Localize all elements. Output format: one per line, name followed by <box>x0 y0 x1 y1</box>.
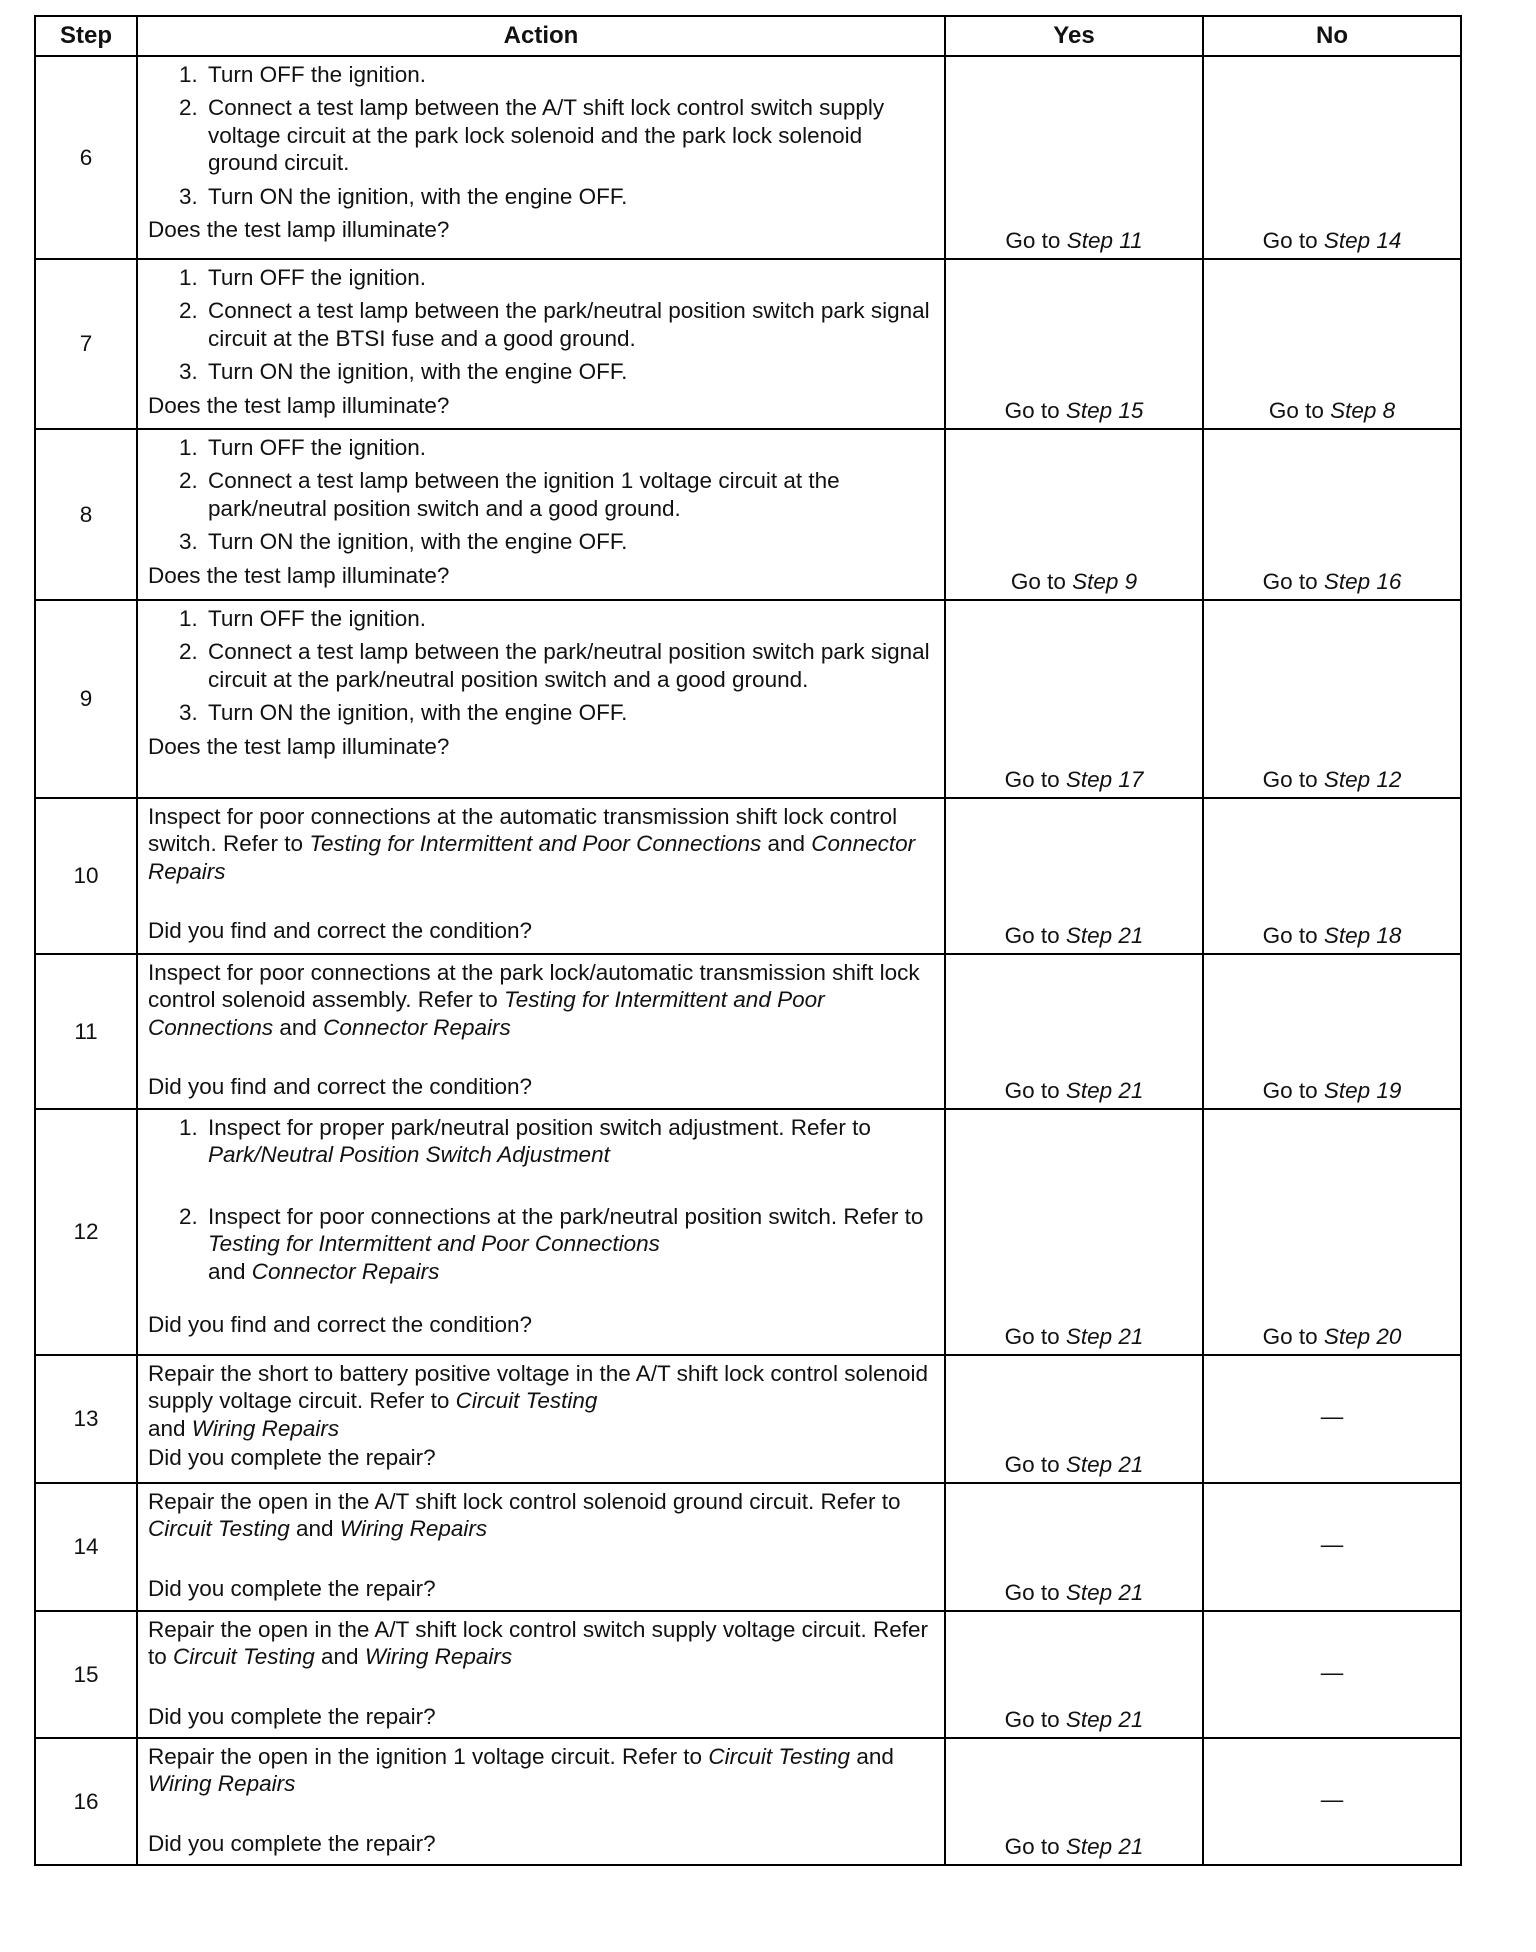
list-item: 2. Connect a test lamp between the ignition 1 voltage circuit at the park/neutral position switch and a good ground. <box>204 467 934 522</box>
no-cell <box>1203 56 1461 259</box>
reference-link[interactable]: Wiring Repairs <box>148 1771 296 1797</box>
action-cell <box>137 429 945 600</box>
action-cell <box>137 798 945 954</box>
step-link[interactable]: Step 11 <box>1066 227 1143 253</box>
step-link[interactable]: Step 21 <box>1065 1077 1144 1103</box>
goto-label: Go to <box>1005 227 1067 253</box>
step-link[interactable]: Step 21 <box>1065 1579 1144 1605</box>
list-item: 3. Turn ON the ignition, with the engine OFF. <box>204 183 934 210</box>
step-link[interactable]: Step 8 <box>1330 397 1396 423</box>
action-text <box>148 803 934 885</box>
list-item: 1. Turn OFF the ignition. <box>204 61 934 88</box>
no-cell <box>1203 798 1461 954</box>
reference-link[interactable]: Circuit Testing <box>173 1644 315 1670</box>
instruction-list <box>148 264 934 386</box>
action-text-part: and <box>314 1644 365 1670</box>
action-cell <box>137 1355 945 1483</box>
step-link[interactable]: Step 21 <box>1065 1323 1144 1349</box>
goto-label: Go to <box>1004 766 1066 792</box>
reference-link[interactable]: Circuit Testing <box>708 1744 851 1769</box>
action-text-part: Inspect for poor connections at the park lock/automatic transmission shift lock control solenoid assembly. Refer to <box>148 960 920 1013</box>
table-row <box>35 1109 1461 1355</box>
goto-label: Go to <box>1262 227 1324 253</box>
goto-label: Go to <box>1004 1833 1066 1859</box>
instruction-list <box>148 434 934 556</box>
action-text-part: and <box>289 1516 340 1542</box>
action-text-part: Repair the open in the A/T shift lock control switch supply voltage circuit. Refer to <box>148 1617 928 1670</box>
step-link[interactable]: Step 21 <box>1065 922 1144 948</box>
list-item <box>204 1203 934 1285</box>
question-text: Did you complete the repair? <box>148 1703 436 1729</box>
goto-label: Go to <box>1262 922 1324 948</box>
yes-cell <box>945 56 1203 259</box>
table-row <box>35 56 1461 259</box>
yes-cell <box>945 1109 1203 1355</box>
question-text: Did you find and correct the condition? <box>148 918 532 944</box>
list-item: 1. Turn OFF the ignition. <box>204 605 934 632</box>
list-item: 1. Turn OFF the ignition. <box>204 434 934 461</box>
question-text: Did you complete the repair? <box>148 1830 436 1856</box>
reference-link[interactable]: Connector Repairs <box>251 1258 440 1284</box>
question-text: Does the test lamp illuminate? <box>148 562 450 588</box>
no-cell: — <box>1203 1355 1461 1483</box>
instruction-list <box>148 61 934 210</box>
step-link[interactable]: Step 21 <box>1065 1451 1144 1477</box>
action-cell <box>137 56 945 259</box>
yes-cell <box>945 600 1203 798</box>
goto-label: Go to <box>1004 1077 1066 1103</box>
table-row <box>35 954 1461 1109</box>
list-item: 2. Connect a test lamp between the park/neutral position switch park signal circuit at the BTSI fuse and a good ground. <box>204 297 934 352</box>
action-text <box>148 959 934 1041</box>
reference-link[interactable]: Testing for Intermittent and Poor Connections <box>148 987 825 1040</box>
step-number: 16 <box>35 1738 137 1865</box>
reference-link[interactable]: Wiring Repairs <box>339 1516 488 1542</box>
question-text: Does the test lamp illuminate? <box>148 392 450 418</box>
step-link[interactable]: Step 14 <box>1323 227 1402 253</box>
step-number: 9 <box>35 600 137 798</box>
reference-link[interactable]: Circuit Testing <box>148 1516 290 1542</box>
step-number: 11 <box>35 954 137 1109</box>
goto-label: Go to <box>1004 1323 1066 1349</box>
question-text: Does the test lamp illuminate? <box>148 217 450 243</box>
action-text <box>148 1743 934 1798</box>
reference-link[interactable]: Park/Neutral Position Switch Adjustment <box>208 1142 610 1168</box>
instruction-list <box>148 1114 934 1285</box>
step-number: 12 <box>35 1109 137 1355</box>
list-item-text: and <box>208 1258 252 1284</box>
step-number: 7 <box>35 259 137 429</box>
header-step: Step <box>35 16 137 56</box>
yes-cell <box>945 798 1203 954</box>
list-item <box>204 1114 934 1169</box>
action-cell <box>137 1109 945 1355</box>
goto-label: Go to <box>1010 568 1073 594</box>
step-number: 13 <box>35 1355 137 1483</box>
table-row <box>35 1483 1461 1611</box>
goto-label: Go to <box>1004 1706 1066 1732</box>
reference-link[interactable]: Wiring Repairs <box>364 1644 513 1670</box>
step-link[interactable]: Step 12 <box>1323 766 1402 792</box>
question-text: Did you complete the repair? <box>148 1575 436 1601</box>
action-text-part: Repair the open in the ignition 1 voltage circuit. Refer to <box>148 1744 709 1769</box>
list-item: 3. Turn ON the ignition, with the engine OFF. <box>204 358 934 385</box>
header-no: No <box>1203 16 1461 56</box>
instruction-list <box>148 605 934 727</box>
step-link[interactable]: Step 16 <box>1323 568 1402 594</box>
table-row <box>35 429 1461 600</box>
goto-label: Go to <box>1004 922 1066 948</box>
action-text-part: and <box>148 1415 192 1441</box>
step-link[interactable]: Step 21 <box>1065 1833 1144 1859</box>
action-cell <box>137 1611 945 1738</box>
table-row <box>35 1738 1461 1865</box>
list-item-text: Inspect for proper park/neutral position switch adjustment. Refer to <box>208 1115 871 1140</box>
action-text-part: Repair the short to battery positive voltage in the A/T shift lock control solenoid supply voltage circuit. Refer to <box>148 1361 929 1414</box>
yes-cell <box>945 429 1203 600</box>
no-cell <box>1203 259 1461 429</box>
goto-label: Go to <box>1262 1323 1324 1349</box>
action-text-part: and <box>761 831 812 857</box>
action-text <box>148 1488 934 1543</box>
yes-cell <box>945 1738 1203 1865</box>
header-action: Action <box>137 16 945 56</box>
goto-label: Go to <box>1268 397 1331 423</box>
reference-link[interactable]: Testing for Intermittent and Poor Connections <box>208 1231 660 1257</box>
list-item: 1. Turn OFF the ignition. <box>204 264 934 291</box>
action-text-part: and <box>850 1744 894 1769</box>
reference-link[interactable]: Connector Repairs <box>323 1014 511 1040</box>
goto-label: Go to <box>1004 1451 1066 1477</box>
header-row <box>35 16 1461 56</box>
table-row <box>35 798 1461 954</box>
list-item: 3. Turn ON the ignition, with the engine OFF. <box>204 528 934 555</box>
yes-cell <box>945 954 1203 1109</box>
diagnostic-table <box>34 15 1462 1866</box>
reference-link[interactable]: Connector Repairs <box>148 831 916 884</box>
reference-link[interactable]: Testing for Intermittent and Poor Connections <box>309 831 762 857</box>
action-cell <box>137 600 945 798</box>
no-cell <box>1203 1109 1461 1355</box>
header-yes: Yes <box>945 16 1203 56</box>
reference-link[interactable]: Wiring Repairs <box>191 1415 340 1441</box>
step-link[interactable]: Step 21 <box>1065 1706 1144 1732</box>
goto-label: Go to <box>1262 766 1324 792</box>
step-link[interactable]: Step 9 <box>1072 568 1138 594</box>
action-text-part: Inspect for poor connections at the automatic transmission shift lock control switch. Refer to <box>148 804 898 857</box>
list-item: 3. Turn ON the ignition, with the engine OFF. <box>204 699 934 726</box>
goto-label: Go to <box>1262 1077 1324 1103</box>
reference-link[interactable]: Circuit Testing <box>455 1388 598 1414</box>
step-link[interactable]: Step 18 <box>1323 922 1402 948</box>
action-text-part: Repair the open in the A/T shift lock control solenoid ground circuit. Refer to <box>148 1489 901 1514</box>
no-cell <box>1203 429 1461 600</box>
step-number: 6 <box>35 56 137 259</box>
table-row <box>35 259 1461 429</box>
action-cell <box>137 1483 945 1611</box>
no-cell <box>1203 600 1461 798</box>
list-item-text: Inspect for poor connections at the park/neutral position switch. Refer to <box>208 1203 924 1229</box>
step-number: 14 <box>35 1483 137 1611</box>
action-cell <box>137 1738 945 1865</box>
question-text: Did you complete the repair? <box>148 1445 436 1471</box>
table-row <box>35 1355 1461 1483</box>
table-row <box>35 1611 1461 1738</box>
no-cell: — <box>1203 1738 1461 1865</box>
question-text: Does the test lamp illuminate? <box>148 733 450 759</box>
table-row <box>35 600 1461 798</box>
action-cell <box>137 259 945 429</box>
step-number: 10 <box>35 798 137 954</box>
step-number: 15 <box>35 1611 137 1738</box>
no-cell: — <box>1203 1611 1461 1738</box>
question-text: Did you find and correct the condition? <box>148 1074 532 1100</box>
question-text: Did you find and correct the condition? <box>148 1312 532 1338</box>
action-text-part: and <box>273 1014 324 1040</box>
yes-cell <box>945 1611 1203 1738</box>
list-item: 2. Connect a test lamp between the A/T shift lock control switch supply voltage circuit at the park lock solenoid and the park lock solenoid ground circuit. <box>204 94 934 176</box>
goto-label: Go to <box>1004 1579 1066 1605</box>
step-link[interactable]: Step 19 <box>1323 1077 1402 1103</box>
step-link[interactable]: Step 17 <box>1065 766 1144 792</box>
step-link[interactable]: Step 20 <box>1323 1323 1402 1349</box>
no-cell <box>1203 954 1461 1109</box>
goto-label: Go to <box>1262 568 1324 594</box>
no-cell: — <box>1203 1483 1461 1611</box>
list-item: 2. Connect a test lamp between the park/neutral position switch park signal circuit at the park/neutral position switch and a good ground. <box>204 638 934 693</box>
step-link[interactable]: Step 15 <box>1065 397 1144 423</box>
goto-label: Go to <box>1004 397 1066 423</box>
action-text <box>148 1616 934 1671</box>
yes-cell <box>945 259 1203 429</box>
action-text <box>148 1360 934 1442</box>
step-number: 8 <box>35 429 137 600</box>
action-cell <box>137 954 945 1109</box>
yes-cell <box>945 1483 1203 1611</box>
yes-cell <box>945 1355 1203 1483</box>
